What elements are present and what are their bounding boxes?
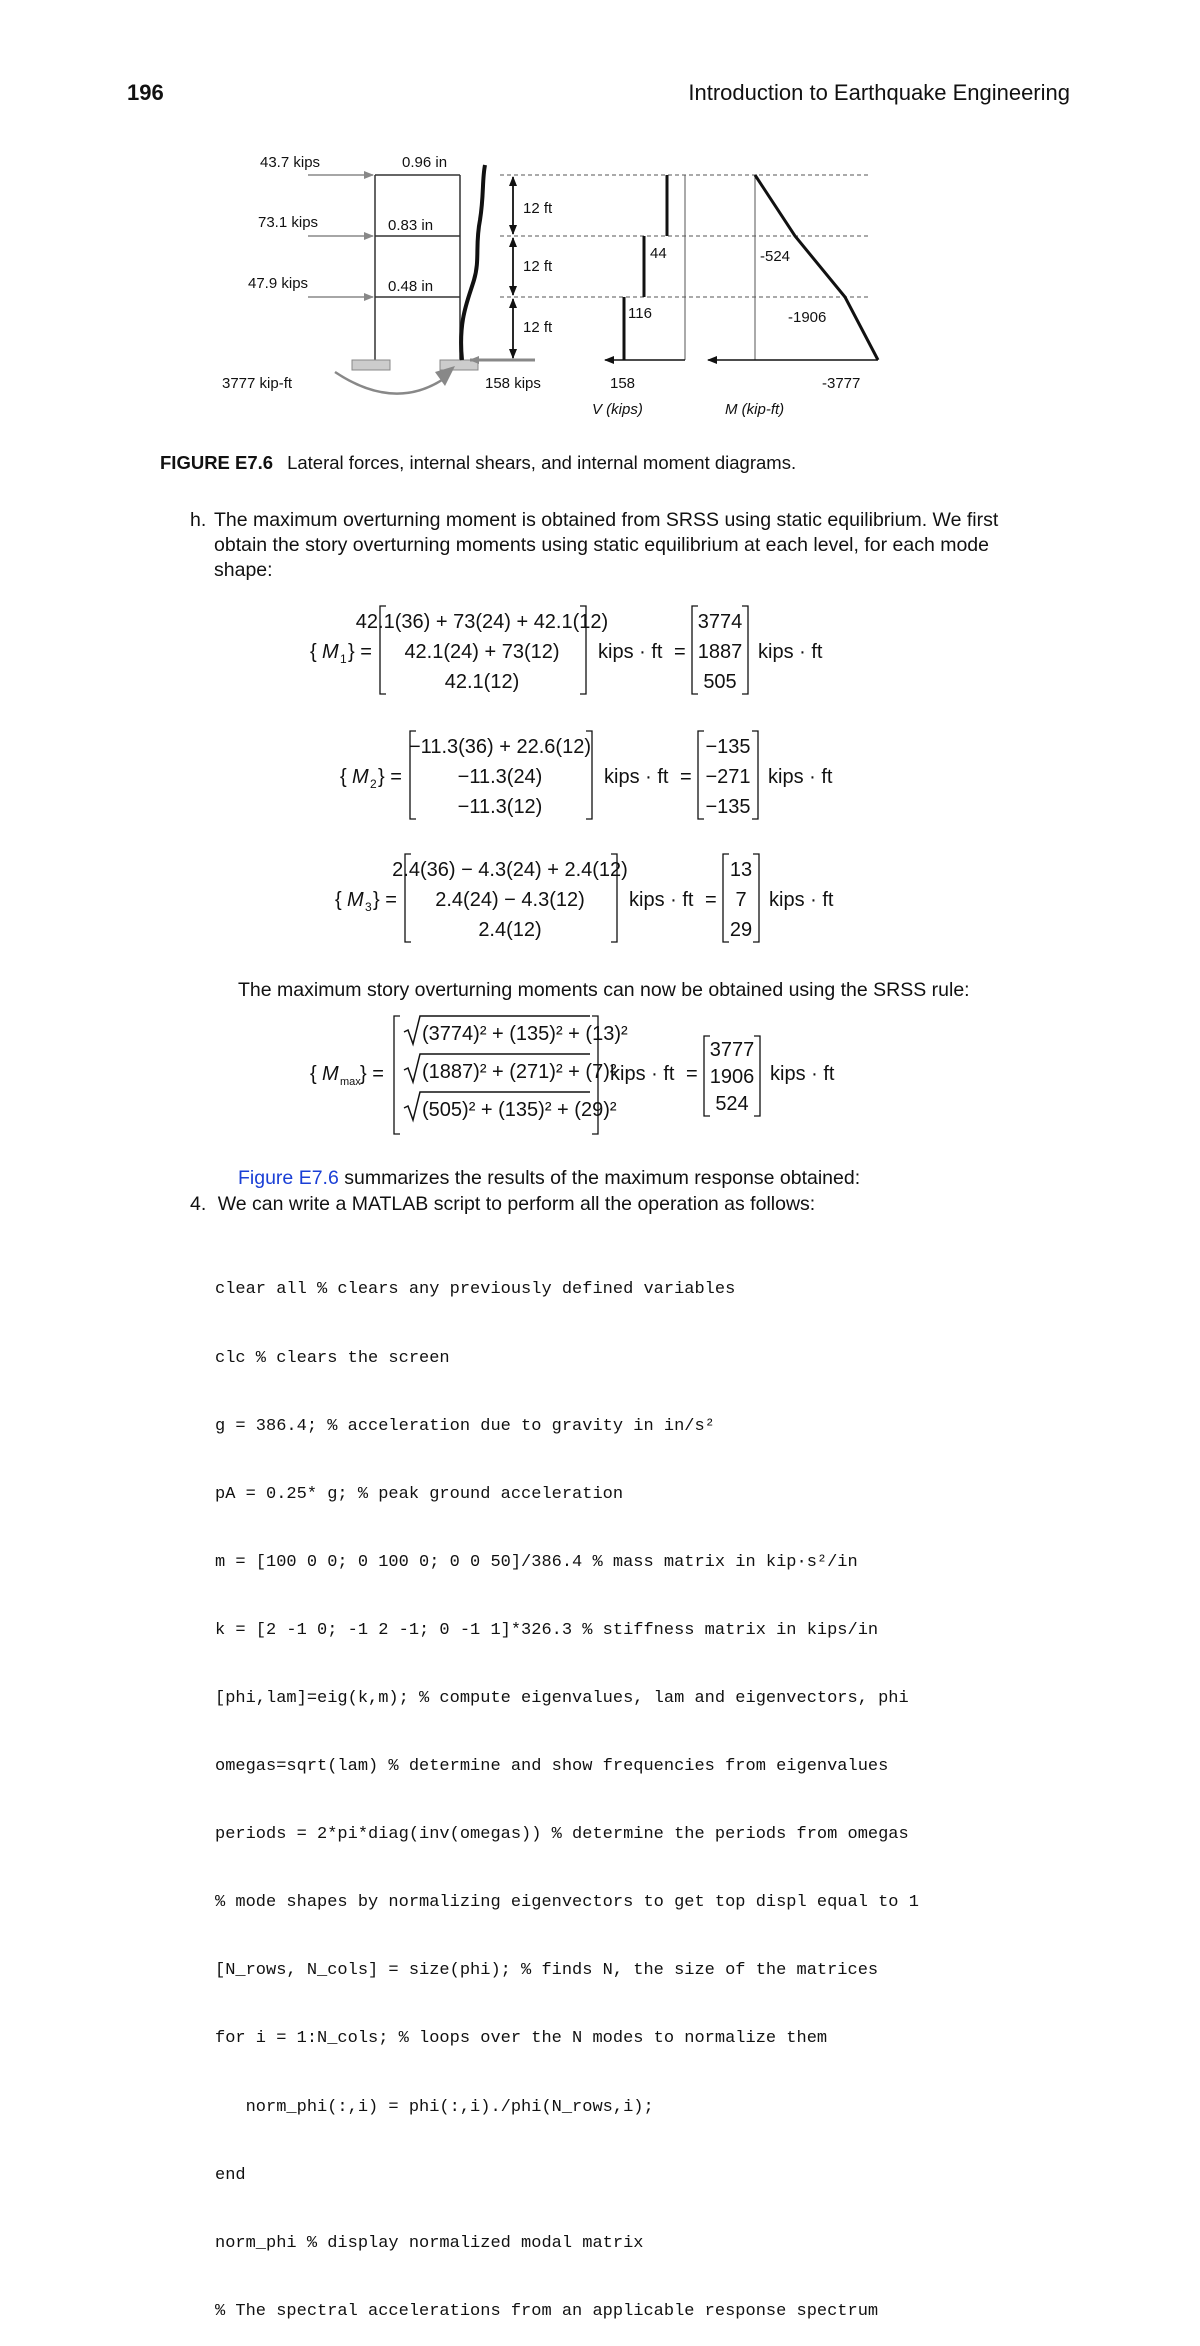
eq4-row-3: (505)² + (135)² + (29)² <box>422 1099 617 1121</box>
svg-text:{: { <box>310 1063 317 1085</box>
displacement-label-top: 0.96 in <box>402 154 448 171</box>
srss-paragraph: The maximum story overturning moments can now be obtained using the SRSS rule: <box>238 979 970 1001</box>
moment-diagram <box>708 175 878 360</box>
list-item-4-label: 4. <box>190 1193 207 1215</box>
figure-reference-text: summarizes the results of the maximum response obtained: <box>338 1167 861 1189</box>
moment-label-2: -1906 <box>788 309 827 326</box>
code-line: m = [100 0 0; 0 100 0; 0 0 50]/386.4 % mass matrix in kip·s²/in <box>215 1552 858 1572</box>
equation-m2 <box>330 725 850 825</box>
code-line: pA = 0.25* g; % peak ground acceleration <box>215 1484 624 1504</box>
force-label-bottom: 47.9 kips <box>248 275 309 292</box>
list-item-4 <box>190 1192 815 1217</box>
shear-axis-label: V (kips) <box>592 401 643 418</box>
frame-structure <box>375 175 460 360</box>
eq3-result-1: 13 <box>729 859 753 881</box>
figure-caption <box>160 452 796 474</box>
code-line: periods = 2*pi*diag(inv(omegas)) % determine the periods from omegas <box>215 1825 909 1845</box>
code-line: norm_phi % display normalized modal matrix <box>215 2233 644 2253</box>
eq3-row-3: 2.4(12) <box>478 919 542 941</box>
eq4-units-2: kips · ft <box>770 1063 835 1085</box>
shear-label-2: 116 <box>628 305 652 322</box>
matlab-code-block <box>215 1234 919 2346</box>
eq1-row-1: 42.1(36) + 73(24) + 42.1(12) <box>355 611 609 633</box>
story-height-2: 12 ft <box>523 258 553 275</box>
eq1-row-3: 42.1(12) <box>444 671 520 693</box>
eq2-lhs-sub: 2 <box>370 777 377 791</box>
eq3-row-1: 2.4(36) − 4.3(24) + 2.4(12) <box>392 859 628 881</box>
base-supports <box>352 360 478 370</box>
eq4-result-1: 3777 <box>709 1039 755 1061</box>
page-number: 196 <box>127 80 164 105</box>
eq3-lhs-symbol: M <box>347 889 364 911</box>
eq1-lhs-open: { <box>310 641 317 663</box>
eq2-row-2: −11.3(24) <box>457 766 543 788</box>
figure-e7-6-link[interactable]: Figure E7.6 <box>238 1167 339 1189</box>
eq1-row-2: 42.1(24) + 73(12) <box>404 641 560 663</box>
eq4-row-2: (1887)² + (271)² + (7)² <box>422 1061 617 1083</box>
shear-label-3: 158 <box>610 375 636 392</box>
eq4-row-1: (3774)² + (135)² + (13)² <box>422 1023 628 1045</box>
base-moment-arrow <box>335 372 445 394</box>
list-item-4-text: We can write a MATLAB script to perform all the operation as follows: <box>217 1193 816 1215</box>
code-line: % mode shapes by normalizing eigenvectors to get top displ equal to 1 <box>215 1893 919 1913</box>
displacement-label-middle: 0.83 in <box>388 217 434 234</box>
moment-axis-label: M (kip-ft) <box>725 401 785 418</box>
eq4-lhs-sub: max <box>340 1076 361 1088</box>
eq1-result-2: 1887 <box>697 641 743 663</box>
eq1-lhs-close: } = <box>348 641 372 663</box>
eq3-units-1: kips · ft <box>629 889 694 911</box>
svg-text:} =: } = <box>373 889 397 911</box>
eq2-row-3: −11.3(12) <box>457 796 543 818</box>
eq4-units-1: kips · ft <box>610 1063 675 1085</box>
eq2-units-2: kips · ft <box>768 766 833 788</box>
eq4-result-3: 524 <box>715 1093 749 1115</box>
eq1-units-1: kips · ft <box>598 641 663 663</box>
figure-caption-text: Lateral forces, internal shears, and internal moment diagrams. <box>287 452 797 473</box>
code-line: [phi,lam]=eig(k,m); % compute eigenvalues, lam and eigenvectors, phi <box>215 1688 909 1708</box>
eq3-row-2: 2.4(24) − 4.3(12) <box>435 889 585 911</box>
base-moment-label: 3777 kip-ft <box>222 375 293 392</box>
eq2-row-1: −11.3(36) + 22.6(12) <box>409 736 591 758</box>
code-line: end <box>215 2165 246 2185</box>
force-label-top: 43.7 kips <box>260 154 321 171</box>
svg-text:} =: } = <box>378 766 402 788</box>
eq1-equals: = <box>674 641 686 663</box>
figure-caption-label: FIGURE E7.6 <box>160 452 274 473</box>
eq2-result-1: −135 <box>705 736 751 758</box>
svg-text:=: = <box>680 766 692 788</box>
code-line: for i = 1:N_cols; % loops over the N modes to normalize them <box>215 2029 828 2049</box>
code-line: g = 386.4; % acceleration due to gravity in in/s² <box>215 1416 715 1436</box>
code-line: omegas=sqrt(lam) % determine and show frequencies from eigenvalues <box>215 1757 889 1777</box>
eq1-result-1: 3774 <box>697 611 743 633</box>
eq3-units-2: kips · ft <box>769 889 834 911</box>
equation-m3 <box>325 848 885 948</box>
figure-e7-6 <box>222 150 970 430</box>
eq1-lhs-symbol: M <box>322 641 339 663</box>
code-line: [N_rows, N_cols] = size(phi); % finds N, the size of the matrices <box>215 1961 879 1981</box>
eq1-units-2: kips · ft <box>758 641 823 663</box>
code-line: k = [2 -1 0; -1 2 -1; 0 -1 1]*326.3 % stiffness matrix in kips/in <box>215 1620 879 1640</box>
eq2-units-1: kips · ft <box>604 766 669 788</box>
moment-label-3: -3777 <box>822 375 861 392</box>
list-item-h-text: The maximum overturning moment is obtained from SRSS using static equilibrium. We first obtain the story overturning moments using static equilibrium at each level, for each mode shape: <box>214 509 999 581</box>
shear-diagram <box>605 175 685 360</box>
eq2-result-2: −271 <box>705 766 751 788</box>
eq1-result-3: 505 <box>703 671 737 693</box>
svg-text:=: = <box>705 889 717 911</box>
code-line: norm_phi(:,i) = phi(:,i)./phi(N_rows,i); <box>215 2097 654 2117</box>
running-title: Introduction to Earthquake Engineering <box>688 80 1070 105</box>
base-shear-label: 158 kips <box>485 375 541 392</box>
svg-text:=: = <box>686 1063 698 1085</box>
list-item-h <box>190 508 1020 583</box>
code-line: clear all % clears any previously defined variables <box>215 1280 736 1300</box>
equation-m1 <box>300 600 900 700</box>
force-label-middle: 73.1 kips <box>258 214 319 231</box>
svg-text:{: { <box>340 766 347 788</box>
equation-mmax <box>300 1010 900 1140</box>
svg-text:} =: } = <box>360 1063 384 1085</box>
moment-label-1: -524 <box>760 248 791 265</box>
displacement-label-bottom: 0.48 in <box>388 278 434 295</box>
deflected-shape <box>461 165 485 360</box>
code-line: clc % clears the screen <box>215 1348 450 1368</box>
eq3-result-3: 29 <box>729 919 753 941</box>
eq3-lhs-sub: 3 <box>365 900 372 914</box>
eq4-result-2: 1906 <box>709 1066 755 1088</box>
shear-label-1: 44 <box>650 245 667 262</box>
eq4-lhs-symbol: M <box>322 1063 339 1085</box>
svg-text:{: { <box>335 889 342 911</box>
list-item-h-label: h. <box>190 509 207 531</box>
story-height-3: 12 ft <box>523 319 553 336</box>
eq2-lhs-symbol: M <box>352 766 369 788</box>
eq2-result-3: −135 <box>705 796 751 818</box>
eq3-result-2: 7 <box>735 889 747 911</box>
code-line: % The spectral accelerations from an applicable response spectrum <box>215 2301 879 2321</box>
eq1-lhs-sub: 1 <box>340 652 347 666</box>
story-height-1: 12 ft <box>523 200 553 217</box>
figure-reference-paragraph <box>238 1166 860 1191</box>
